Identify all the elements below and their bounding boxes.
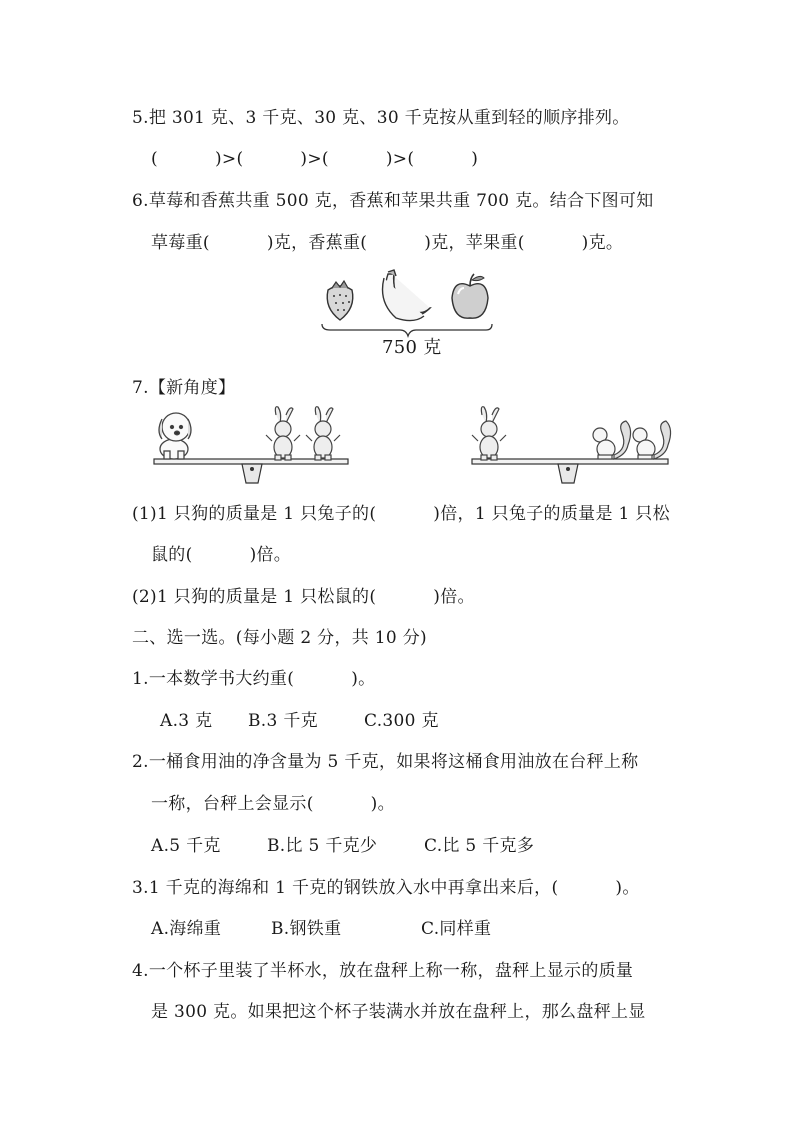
s2-q3-option-a[interactable]: A.海绵重	[151, 919, 222, 939]
section2-heading: 二、选一选。(每小题 2 分，共 10 分)	[132, 628, 427, 648]
s2-q2-option-b[interactable]: B.比 5 千克少	[267, 836, 378, 856]
s2-q2-option-c[interactable]: C.比 5 千克多	[424, 836, 535, 856]
strawberry-icon	[327, 281, 353, 320]
q5-title: 5.把 301 克、3 千克、30 克、30 千克按从重到轻的顺序排列。	[132, 108, 630, 128]
rabbit-icon	[306, 407, 340, 460]
s2-q1-stem: 1.一本数学书大约重( )。	[132, 669, 376, 689]
s2-q2-option-a[interactable]: A.5 千克	[151, 836, 221, 856]
q6-stem-line1: 6.草莓和香蕉共重 500 克，香蕉和苹果共重 700 克。结合下图可知	[132, 191, 654, 211]
fruit-total-label: 750 克	[382, 337, 442, 358]
scale-left-figure	[150, 405, 380, 485]
rabbit-icon	[266, 407, 300, 460]
q5-answer-blanks[interactable]: ( )>( )>( )>( )	[151, 149, 479, 169]
q7-part2[interactable]: (2)1 只狗的质量是 1 只松鼠的( )倍。	[132, 587, 475, 607]
apple-icon	[452, 274, 488, 318]
s2-q2-stem-line2: 一称，台秤上会显示( )。	[151, 794, 395, 814]
squirrel-icon	[593, 421, 631, 459]
s2-q4-stem-line2: 是 300 克。如果把这个杯子装满水并放在盘秤上，那么盘秤上显	[151, 1002, 646, 1022]
squirrel-icon	[633, 421, 671, 459]
q7-title: 7.【新角度】	[132, 378, 236, 398]
s2-q1-option-a[interactable]: A.3 克	[160, 711, 213, 731]
q6-stem-line2[interactable]: 草莓重( )克，香蕉重( )克，苹果重( )克。	[151, 233, 624, 253]
s2-q3-option-b[interactable]: B.钢铁重	[271, 919, 342, 939]
dog-icon	[159, 413, 191, 459]
q7-part1-line2[interactable]: 鼠的( )倍。	[151, 545, 292, 565]
s2-q4-stem-line1: 4.一个杯子里装了半杯水，放在盘秤上称一称，盘秤上显示的质量	[132, 961, 634, 981]
s2-q3-stem: 3.1 千克的海绵和 1 千克的钢铁放入水中再拿出来后，( )。	[132, 878, 640, 898]
banana-icon	[383, 270, 431, 321]
rabbit-icon	[472, 407, 506, 460]
s2-q1-option-c[interactable]: C.300 克	[364, 711, 439, 731]
s2-q1-option-b[interactable]: B.3 千克	[248, 711, 318, 731]
q7-part1-line1[interactable]: (1)1 只狗的质量是 1 只兔子的( )倍，1 只兔子的质量是 1 只松	[132, 504, 670, 524]
s2-q3-option-c[interactable]: C.同样重	[421, 919, 492, 939]
brace-line	[322, 324, 492, 336]
s2-q2-stem-line1: 2.一桶食用油的净含量为 5 千克，如果将这桶食用油放在台秤上称	[132, 752, 639, 772]
scale-right-figure	[468, 405, 678, 485]
